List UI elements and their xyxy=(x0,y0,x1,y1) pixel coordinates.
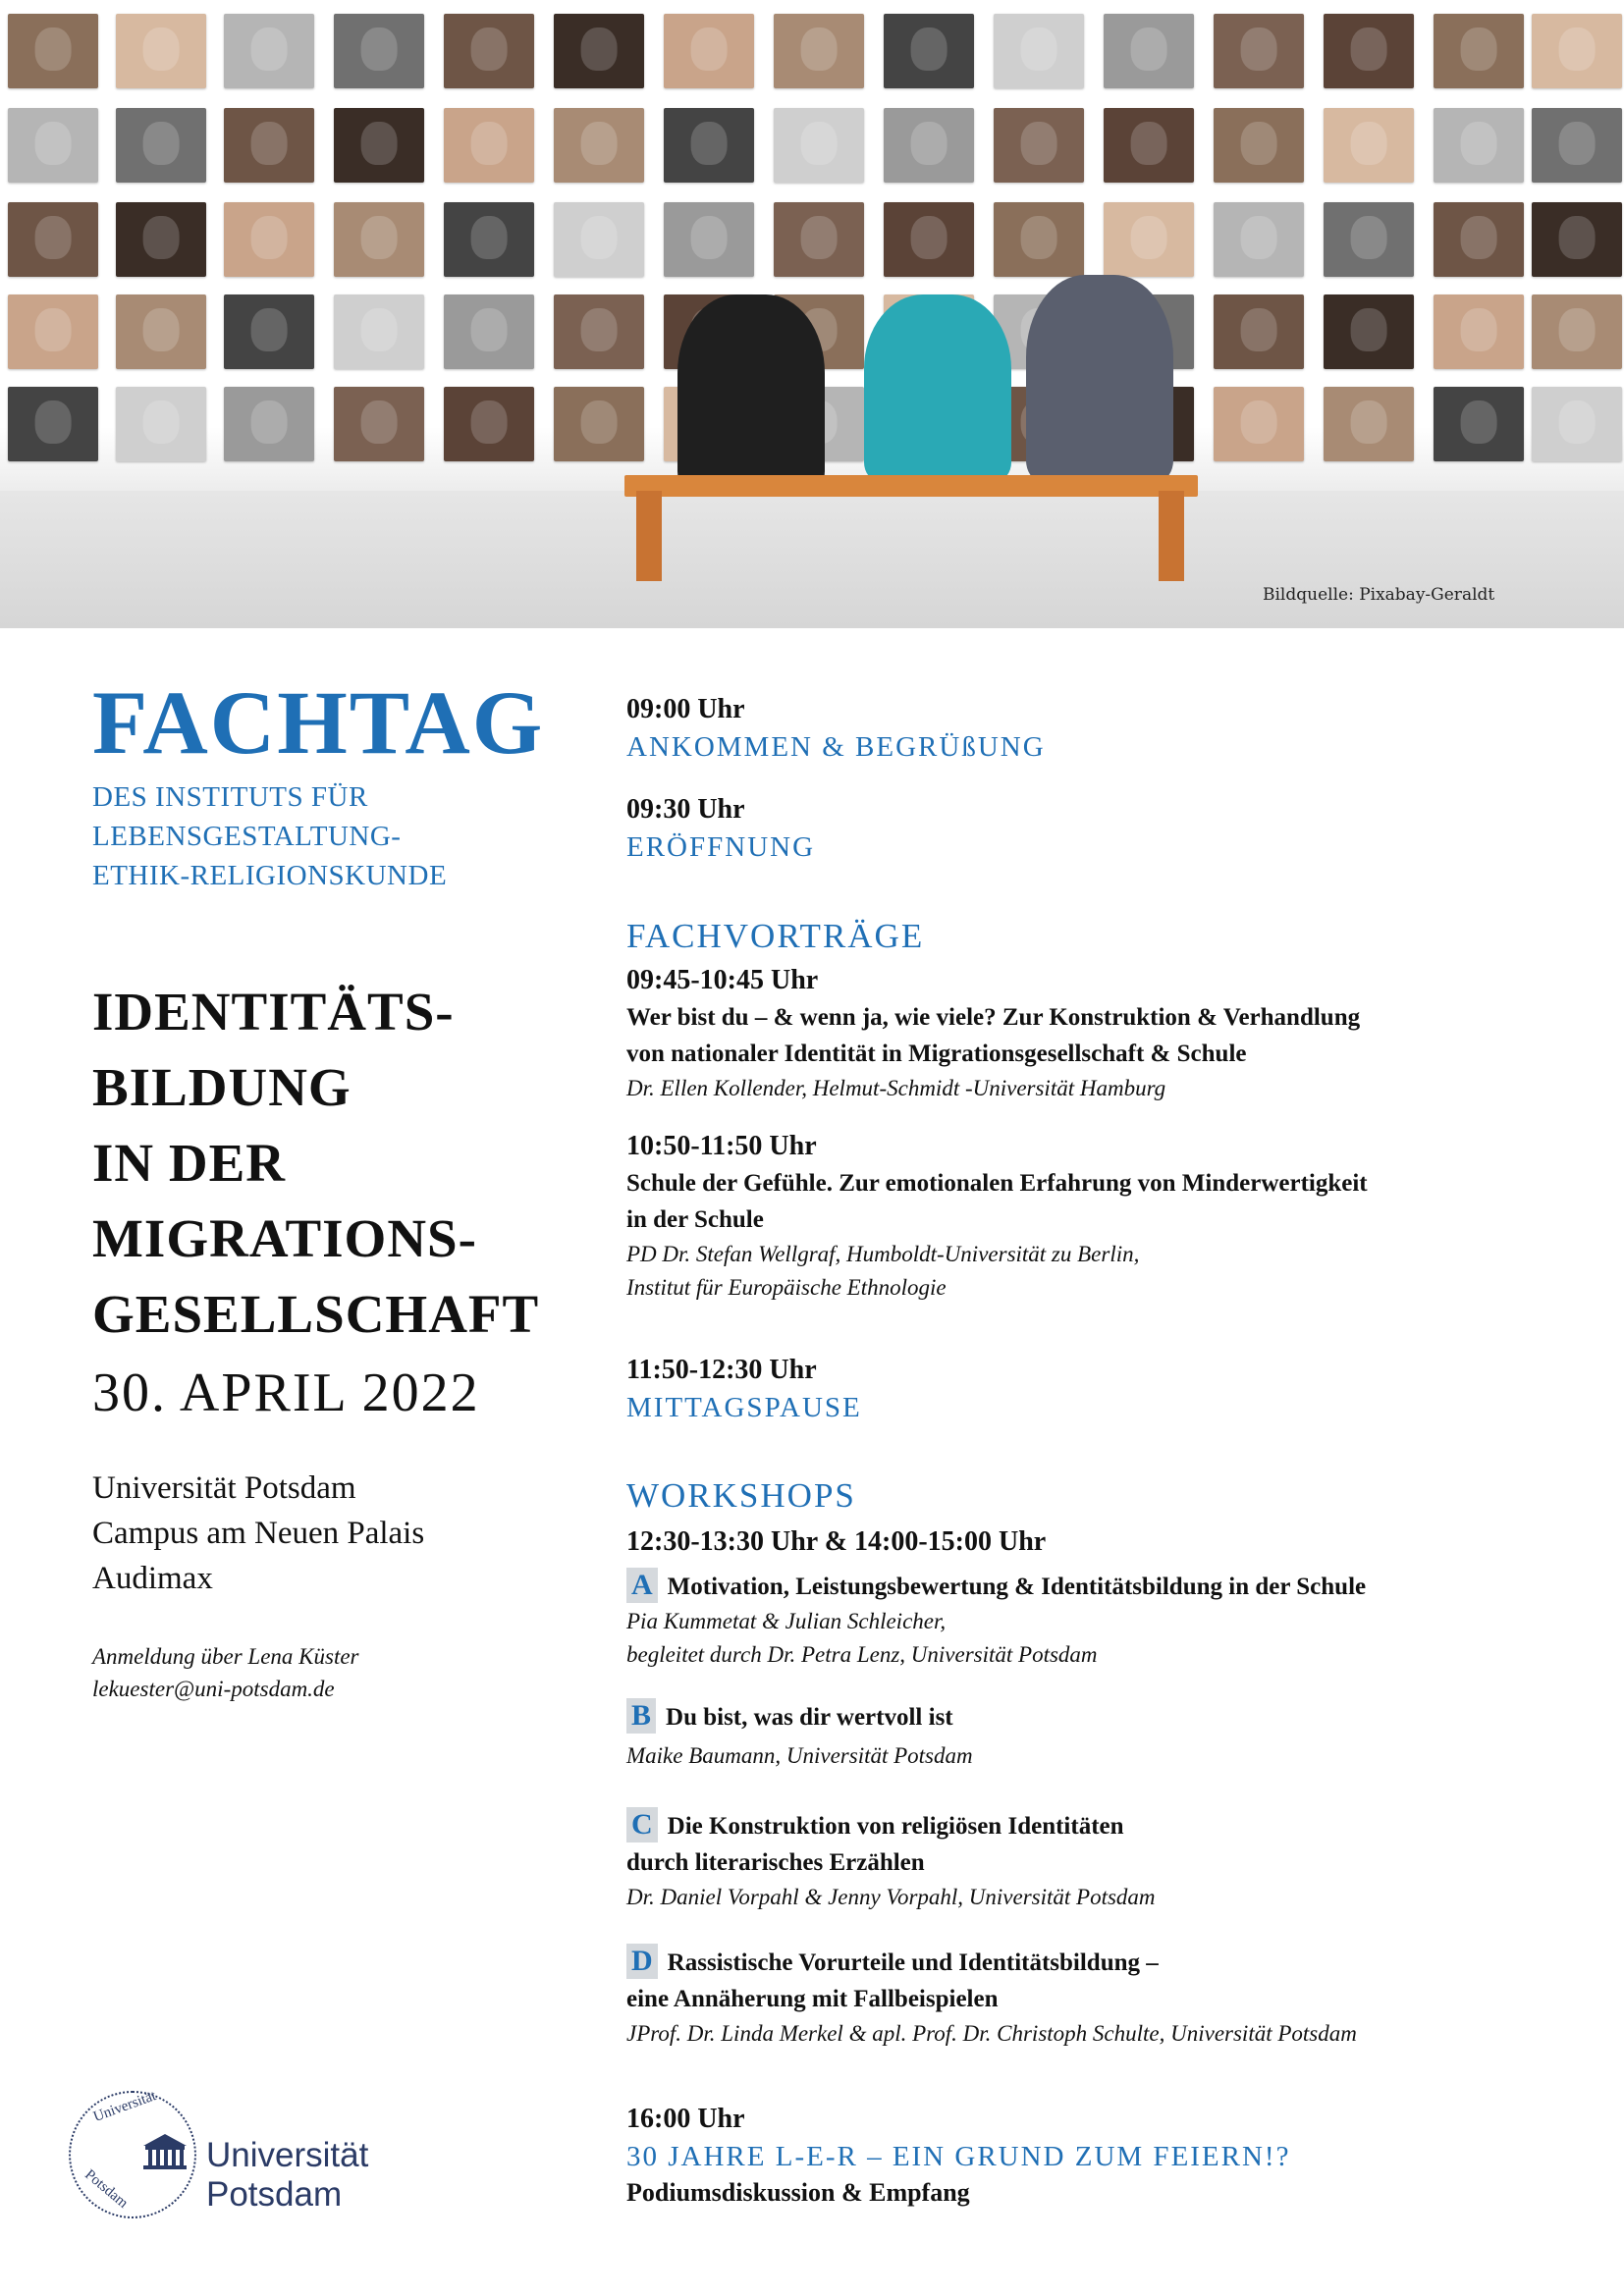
face-shape xyxy=(581,27,618,71)
face-shape xyxy=(35,308,72,351)
face-shape xyxy=(1351,216,1387,259)
face-shape xyxy=(35,400,72,444)
face-shape xyxy=(471,27,508,71)
face-shape xyxy=(251,400,288,444)
portrait-photo xyxy=(224,108,314,183)
face-shape xyxy=(691,216,728,259)
portrait-photo xyxy=(1532,108,1622,183)
portrait-photo xyxy=(116,14,206,88)
program-lunch: 11:50-12:30 Uhr MITTAGSPAUSE xyxy=(626,1355,862,1423)
face-shape xyxy=(1021,122,1057,165)
image-credit: Bildquelle: Pixabay-Geraldt xyxy=(1263,585,1495,605)
face-shape xyxy=(471,122,508,165)
portrait-photo xyxy=(1324,202,1414,277)
portrait-photo xyxy=(224,202,314,277)
portrait-photo xyxy=(1214,294,1304,369)
portrait-photo xyxy=(116,202,206,277)
face-shape xyxy=(581,122,618,165)
face-shape xyxy=(1559,308,1596,351)
hero-image xyxy=(0,0,1624,628)
talks-heading: FACHVORTRÄGE xyxy=(626,917,925,955)
portrait-photo xyxy=(116,294,206,369)
university-logo xyxy=(69,2088,501,2218)
face-shape xyxy=(143,122,180,165)
talk-2: 10:50-11:50 Uhr Schule der Gefühle. Zur emotionalen Erfahrung von Minderwertigkeit in der Schule PD Dr. Stefan Wellgraf, Humboldt-Universität zu Berlin, Institut für Europäische Ethnologie xyxy=(626,1131,1368,1300)
portrait-photo xyxy=(554,387,644,461)
face-shape xyxy=(1131,122,1167,165)
logo-wordmark: Universität Potsdam xyxy=(206,2136,369,2214)
event-venue: Universität Potsdam Campus am Neuen Palais Audimax xyxy=(92,1469,425,1596)
person-right xyxy=(1026,275,1173,481)
workshop-d: D Rassistische Vorurteile und Identitätsbildung – eine Annäherung mit Fallbeispielen JProf. Dr. Linda Merkel & apl. Prof. Dr. Christoph Schulte, Universität Potsdam xyxy=(626,1945,1357,2046)
face-shape xyxy=(143,400,180,444)
workshop-a: A Motivation, Leistungsbewertung & Identitätsbildung in der Schule Pia Kummetat & Julian Schleicher, begleitet durch Dr. Petra Lenz, Universität Potsdam xyxy=(626,1569,1367,1667)
face-shape xyxy=(361,400,398,444)
face-shape xyxy=(471,400,508,444)
face-shape xyxy=(1559,122,1596,165)
portrait-photo xyxy=(444,108,534,183)
portrait-photo xyxy=(554,14,644,88)
portrait-photo xyxy=(334,387,424,461)
face-shape xyxy=(251,122,288,165)
portrait-photo xyxy=(1214,108,1304,183)
event-date: 30. APRIL 2022 xyxy=(92,1362,480,1423)
bench-leg-right xyxy=(1159,491,1184,581)
face-shape xyxy=(35,122,72,165)
face-shape xyxy=(1351,27,1387,71)
portrait-photo xyxy=(1434,202,1524,277)
portrait-photo xyxy=(1434,294,1524,369)
face-shape xyxy=(1021,216,1057,259)
portrait-photo xyxy=(444,294,534,369)
portrait-photo xyxy=(334,294,424,369)
face-shape xyxy=(1241,27,1277,71)
portrait-photo xyxy=(8,108,98,183)
portrait-photo xyxy=(334,202,424,277)
portrait-photo xyxy=(444,202,534,277)
portrait-photo xyxy=(334,108,424,183)
portrait-photo xyxy=(1434,387,1524,461)
portrait-photo xyxy=(554,202,644,277)
portrait-photo xyxy=(1214,14,1304,88)
face-shape xyxy=(1461,122,1497,165)
bench xyxy=(624,475,1198,497)
portrait-photo xyxy=(774,108,864,183)
floor xyxy=(0,491,1624,628)
portrait-photo xyxy=(444,387,534,461)
face-shape xyxy=(1559,216,1596,259)
face-shape xyxy=(1461,308,1497,351)
face-shape xyxy=(911,122,947,165)
face-shape xyxy=(1241,122,1277,165)
face-shape xyxy=(361,27,398,71)
program-opening: 09:30 Uhr ERÖFFNUNG xyxy=(626,794,816,863)
portrait-photo xyxy=(116,108,206,183)
portrait-photo xyxy=(664,14,754,88)
portrait-photo xyxy=(8,387,98,461)
face-shape xyxy=(1351,308,1387,351)
portrait-photo xyxy=(1104,202,1194,277)
portrait-photo xyxy=(774,14,864,88)
face-shape xyxy=(1461,27,1497,71)
face-shape xyxy=(801,122,838,165)
portrait-photo xyxy=(1532,14,1622,88)
face-shape xyxy=(1559,27,1596,71)
face-shape xyxy=(143,308,180,351)
event-headline: IDENTITÄTS- BILDUNG IN DER MIGRATIONS- GESELLSCHAFT xyxy=(92,982,540,1344)
logo-ring-top-text: Universität xyxy=(91,2088,159,2125)
face-shape xyxy=(251,27,288,71)
portrait-photo xyxy=(8,14,98,88)
face-shape xyxy=(1461,216,1497,259)
face-shape xyxy=(1461,400,1497,444)
face-shape xyxy=(1351,400,1387,444)
portrait-photo xyxy=(884,108,974,183)
face-shape xyxy=(581,216,618,259)
face-shape xyxy=(1351,122,1387,165)
face-shape xyxy=(801,27,838,71)
portrait-photo xyxy=(994,202,1084,277)
portrait-photo xyxy=(1532,387,1622,461)
face-shape xyxy=(911,27,947,71)
portrait-photo xyxy=(224,294,314,369)
portrait-photo xyxy=(1434,14,1524,88)
portrait-photo xyxy=(1104,108,1194,183)
registration-info: Anmeldung über Lena Küster lekuester@uni-potsdam.de xyxy=(92,1640,603,1705)
face-shape xyxy=(35,27,72,71)
program-closing: 16:00 Uhr 30 JAHRE L-E-R – EIN GRUND ZUM FEIERN!? Podiumsdiskussion & Empfang xyxy=(626,2104,1291,2207)
face-shape xyxy=(471,308,508,351)
face-shape xyxy=(251,308,288,351)
face-shape xyxy=(471,216,508,259)
portrait-photo xyxy=(664,108,754,183)
face-shape xyxy=(1241,400,1277,444)
portrait-photo xyxy=(116,387,206,461)
registration-email[interactable]: lekuester@uni-potsdam.de xyxy=(92,1676,335,1701)
portrait-photo xyxy=(664,202,754,277)
portrait-photo xyxy=(1214,202,1304,277)
portrait-photo xyxy=(1434,108,1524,183)
face-shape xyxy=(35,216,72,259)
portrait-photo xyxy=(224,387,314,461)
workshop-letter-c: C xyxy=(626,1807,658,1842)
face-shape xyxy=(801,216,838,259)
portrait-photo xyxy=(554,108,644,183)
face-shape xyxy=(581,400,618,444)
portrait-photo xyxy=(8,202,98,277)
workshop-letter-a: A xyxy=(626,1568,658,1603)
person-left xyxy=(677,294,825,491)
portrait-photo xyxy=(444,14,534,88)
face-shape xyxy=(1021,27,1057,71)
portrait-photo xyxy=(1104,14,1194,88)
face-shape xyxy=(143,27,180,71)
face-shape xyxy=(1241,308,1277,351)
person-middle xyxy=(864,294,1011,481)
portrait-photo xyxy=(8,294,98,369)
institute-name: DES INSTITUTS FÜR LEBENSGESTALTUNG- ETHIK-RELIGIONSKUNDE xyxy=(92,781,448,891)
portrait-photo xyxy=(884,202,974,277)
bench-leg-left xyxy=(636,491,662,581)
program-arrival: 09:00 Uhr ANKOMMEN & BEGRÜßUNG xyxy=(626,694,1046,763)
workshop-letter-d: D xyxy=(626,1944,658,1979)
face-shape xyxy=(143,216,180,259)
workshop-c: C Die Konstruktion von religiösen Identitäten durch literarisches Erzählen Dr. Daniel Vorpahl & Jenny Vorpahl, Universität Potsdam xyxy=(626,1808,1156,1909)
workshops-time: 12:30-13:30 Uhr & 14:00-15:00 Uhr xyxy=(626,1526,1047,1557)
face-shape xyxy=(361,122,398,165)
logo-ring-bottom-text: Potsdam xyxy=(81,2166,132,2212)
event-info xyxy=(92,672,603,1705)
portrait-photo xyxy=(1324,108,1414,183)
face-shape xyxy=(361,216,398,259)
face-shape xyxy=(251,216,288,259)
face-shape xyxy=(911,216,947,259)
portrait-photo xyxy=(994,14,1084,88)
face-shape xyxy=(581,308,618,351)
face-shape xyxy=(691,122,728,165)
portrait-photo xyxy=(554,294,644,369)
talk-1: 09:45-10:45 Uhr Wer bist du – & wenn ja, wie viele? Zur Konstruktion & Verhandlung von nationaler Identität in Migrationsgesellschaft & Schule Dr. Ellen Kollender, Helmut-Schmidt -Universität Hamburg xyxy=(626,965,1361,1100)
event-title: FACHTAG xyxy=(92,672,545,773)
portrait-photo xyxy=(1324,387,1414,461)
portrait-photo xyxy=(1214,387,1304,461)
face-shape xyxy=(361,308,398,351)
portrait-photo xyxy=(994,108,1084,183)
portrait-photo xyxy=(224,14,314,88)
portrait-photo xyxy=(884,14,974,88)
palace-icon xyxy=(139,2132,190,2171)
face-shape xyxy=(691,27,728,71)
portrait-photo xyxy=(334,14,424,88)
portrait-photo xyxy=(774,202,864,277)
workshop-letter-b: B xyxy=(626,1698,656,1734)
workshop-b: B Du bist, was dir wertvoll ist Maike Baumann, Universität Potsdam xyxy=(626,1699,973,1768)
portrait-photo xyxy=(1324,294,1414,369)
portrait-photo xyxy=(1532,294,1622,369)
face-shape xyxy=(1131,27,1167,71)
face-shape xyxy=(1241,216,1277,259)
face-shape xyxy=(1131,216,1167,259)
portrait-photo xyxy=(1532,202,1622,277)
face-shape xyxy=(1559,400,1596,444)
portrait-photo xyxy=(1324,14,1414,88)
workshops-heading: WORKSHOPS xyxy=(626,1476,856,1515)
